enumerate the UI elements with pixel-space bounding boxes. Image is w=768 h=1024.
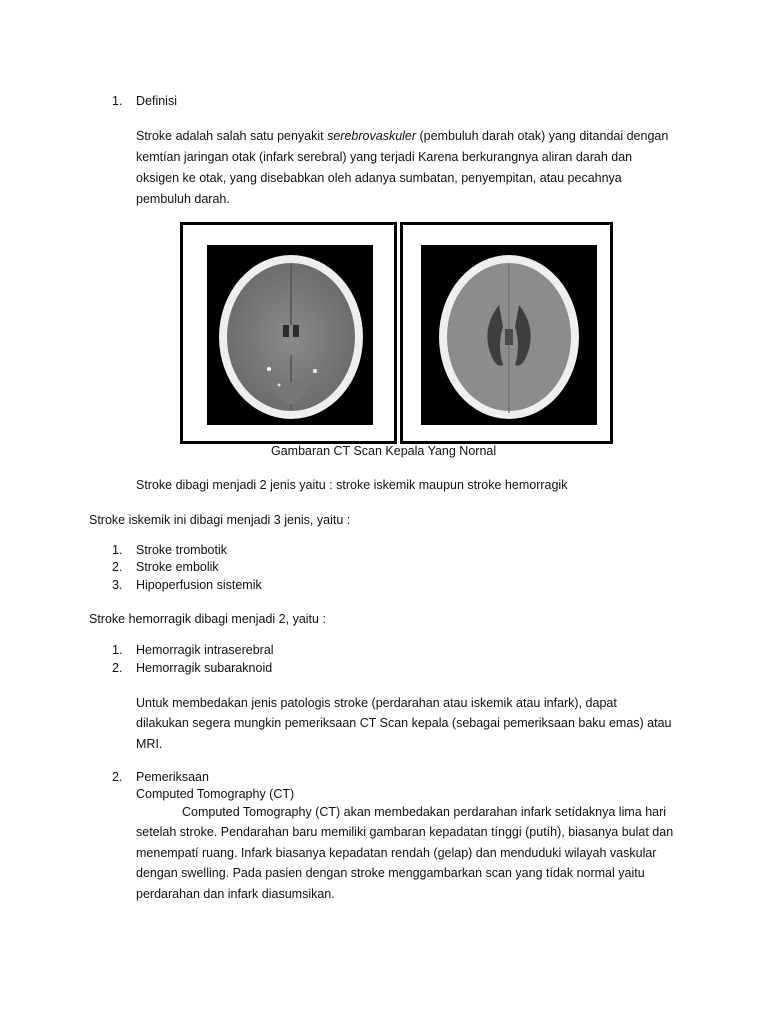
- list-number: 2.: [112, 661, 123, 675]
- section-number: 2.: [112, 770, 123, 784]
- paragraph-line: perdarahan dan infark diasumsikan.: [136, 887, 335, 901]
- paragraph-line: dengan swelling. Pada pasien dengan stroke menggambarkan scan yang tídak normal yaitu: [136, 866, 645, 880]
- iskemik-intro: Stroke iskemik ini dibagi menjadi 3 jenis, yaitu :: [89, 513, 351, 527]
- list-item: Stroke embolik: [136, 560, 219, 574]
- ct-scan-left-drawing: [207, 245, 373, 425]
- paragraph-line: menempatí ruang. Infark biasanya kepadatan rendah (gelap) dan menduduki wilayah vaskular: [136, 846, 657, 860]
- paragraph-line: dilakukan segera mungkin pemeriksaan CT Scan kepala (sebagai pemeriksaan baku emas) atau: [136, 716, 672, 730]
- list-item: Hemorragik subaraknoid: [136, 661, 273, 675]
- list-number: 2.: [112, 560, 123, 574]
- ct-scan-right-drawing: [421, 245, 597, 425]
- definition-text: Stroke adalah salah satu penyakit: [136, 129, 328, 143]
- definition-italic-term: serebrovaskuler: [327, 129, 417, 143]
- section-heading: Definisi: [136, 94, 177, 108]
- section-number: 1.: [112, 94, 123, 108]
- definition-text: (pembuluh darah otak) yang ditandai dengan: [416, 129, 669, 143]
- definition-line-1: [136, 129, 668, 143]
- hemorragik-intro: Stroke hemorragik dibagi menjadi 2, yaitu :: [89, 612, 326, 626]
- definition-line-3: oksigen ke otak, yang disebabkan oleh adanya sumbatan, penyempitan, atau pecahnya: [136, 171, 622, 185]
- list-item: Stroke trombotik: [136, 543, 228, 557]
- section-heading: Pemeriksaan: [136, 770, 209, 784]
- definition-line-2: kemtían jaringan otak (infark serebral) yang terjadi Karena berkurangnya aliran darah dan: [136, 150, 633, 164]
- figure-caption: Gambaran CT Scan Kepala Yang Nornal: [271, 444, 497, 458]
- ct-scan-image-left: [180, 222, 397, 444]
- paragraph-line: MRI.: [136, 737, 163, 751]
- ct-scan-image-right: [400, 222, 613, 444]
- list-number: 1.: [112, 643, 123, 657]
- list-item: Hemorragik intraserebral: [136, 643, 274, 657]
- section-subheading: Computed Tomography (CT): [136, 787, 295, 801]
- list-item: Hipoperfusion sistemik: [136, 578, 262, 592]
- paragraph-line: Untuk membedakan jenis patologis stroke (perdarahan atau iskemik atau infark), dapat: [136, 696, 617, 710]
- paragraph-line: setelah stroke. Pendarahan baru memiliki gambaran kepadatan tínggi (putíh), biasanya bulat dan: [136, 825, 674, 839]
- paragraph-line: Computed Tomography (CT) akan membedakan perdarahan infark setídaknya lima hari: [182, 805, 667, 819]
- list-number: 3.: [112, 578, 123, 592]
- list-number: 1.: [112, 543, 123, 557]
- types-intro: Stroke dibagi menjadi 2 jenis yaitu : stroke iskemik maupun stroke hemorragik: [136, 478, 568, 492]
- definition-line-4: pembuluh darah.: [136, 192, 230, 206]
